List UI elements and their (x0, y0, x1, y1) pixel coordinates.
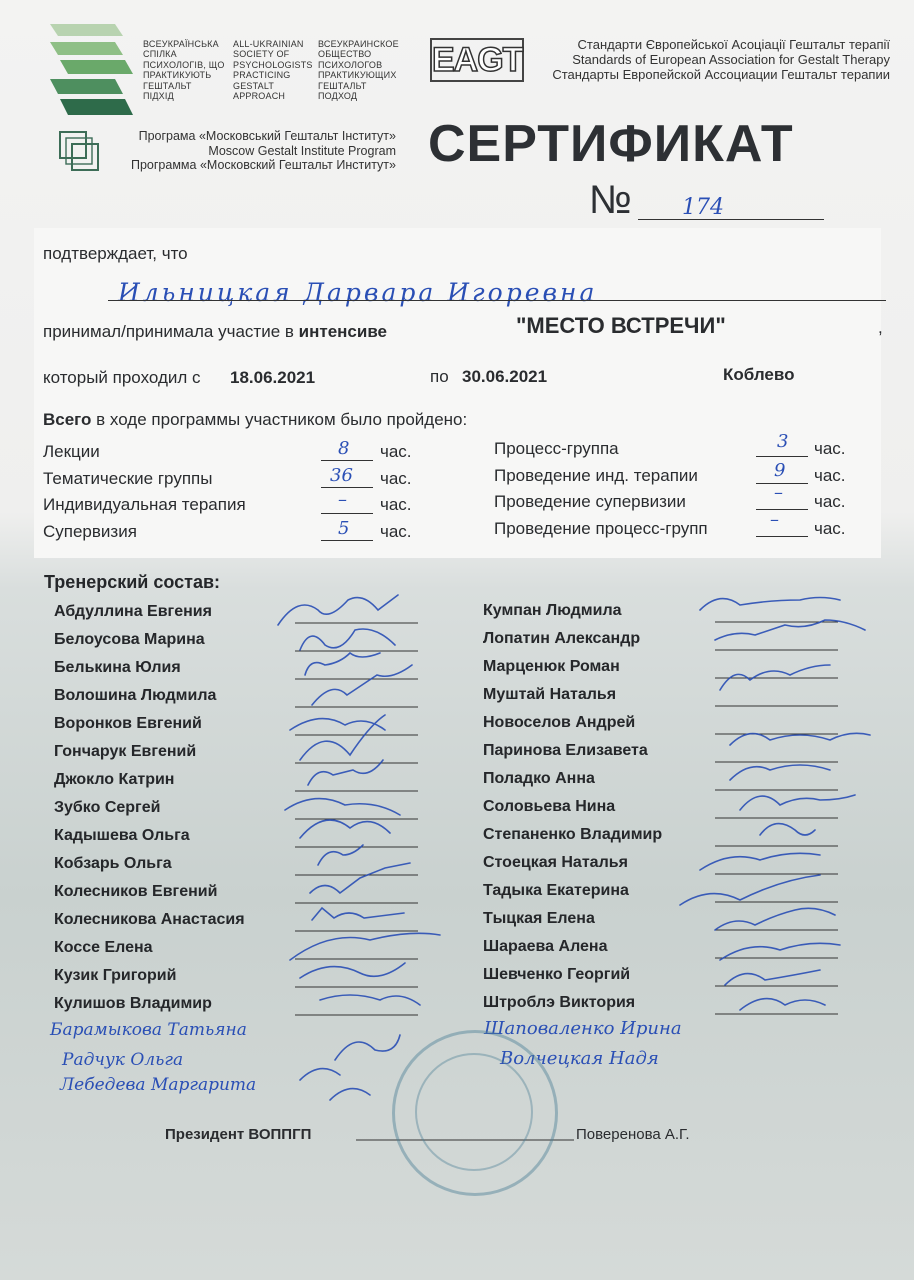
org-ru-line: ПОДХОД (318, 91, 358, 102)
hours-label: Лекции (43, 442, 100, 461)
org-en-line: PSYCHOLOGISTS (233, 59, 313, 70)
trainer-name: Тадыка Екатерина (483, 882, 629, 899)
org-ua-line: ПСИХОЛОГІВ, ЩО (143, 59, 225, 70)
trainer-name: Стоецкая Наталья (483, 854, 628, 871)
held-label: который проходил с (43, 368, 201, 387)
date-to: 30.06.2021 (462, 367, 548, 386)
org-en-line: ALL-UKRAINIAN (233, 39, 304, 49)
program-line: Moscow Gestalt Institute Program (208, 143, 396, 158)
place: Коблево (723, 365, 795, 384)
participant-name: Ильницкая Дарвара Игоревна (118, 278, 598, 307)
trainer-name: Белоусова Марина (54, 631, 205, 648)
certificate-title: СЕРТИФИКАТ (428, 115, 794, 173)
trainer-name: Степаненко Владимир (483, 826, 663, 843)
org-ua-line: ВСЕУКРАЇНСЬКА (143, 39, 219, 49)
trainer-name: Зубко Сергей (54, 799, 161, 816)
trainer-name: Марценюк Роман (483, 658, 620, 675)
org-en-line: PRACTICING (233, 70, 291, 81)
trainer-name: Коссе Елена (54, 939, 153, 956)
trainer-name: Лопатин Александр (483, 630, 641, 647)
trainer-name: Шевченко Георгий (483, 966, 631, 983)
number-sign: № (589, 178, 632, 222)
handwritten-name: Радчук Ольга (62, 1050, 184, 1070)
hours-unit: час. (814, 465, 846, 485)
hours-value: – (338, 489, 347, 510)
organization-stamp-icon (392, 1030, 558, 1196)
trainer-name: Новоселов Андрей (483, 714, 636, 731)
hours-label: Проведение инд. терапии (494, 465, 698, 485)
trainer-name: Штроблэ Виктория (483, 994, 636, 1011)
org-ua-line: ПРАКТИКУЮТЬ (143, 70, 212, 81)
handwritten-name: Шаповаленко Ирина (484, 1018, 682, 1039)
org-ru-line: ПСИХОЛОГОВ (318, 59, 383, 70)
trainer-name: Абдуллина Евгения (54, 603, 212, 620)
hours-unit: час. (814, 518, 846, 538)
org-ua-line: ПІДХІД (143, 91, 174, 102)
total-rest: в ходе программы участником было пройдено: (91, 410, 468, 429)
president-name: Поверенова А.Г. (576, 1126, 690, 1143)
trainer-name: Поладко Анна (483, 770, 595, 787)
program-line: Программа «Московский Гештальт Институт» (130, 158, 396, 172)
stamp-inner-ring (415, 1053, 533, 1171)
org-en-line: SOCIETY OF (233, 49, 290, 60)
trainer-name: Кулишов Владимир (54, 995, 212, 1012)
hours-unit: час. (380, 468, 412, 488)
confirms-label: подтверждает, что (43, 244, 188, 263)
trainer-name: Кадышева Ольга (54, 827, 190, 844)
org-ua-line: СПІЛКА (143, 49, 177, 60)
trainer-name: Волошина Людмила (54, 687, 217, 704)
trainer-name: Гончарук Евгений (54, 743, 197, 760)
to-label: по (430, 367, 449, 386)
standards-line: Standards of European Association for Gestalt Therapy (572, 52, 890, 67)
hours-unit: час. (814, 439, 846, 458)
eagt-logo: EAGT (430, 38, 524, 82)
trainer-name: Муштай Наталья (483, 686, 617, 703)
handwritten-name: Лебедева Маргарита (60, 1075, 257, 1095)
date-from: 18.06.2021 (230, 368, 316, 387)
hours-unit: час. (380, 521, 412, 541)
hours-value: 5 (338, 517, 350, 539)
handwritten-name: Волчецкая Надя (500, 1048, 659, 1069)
org-ru-line: ПРАКТИКУЮЩИХ (318, 70, 397, 81)
event-comma: , (878, 318, 883, 337)
event-name: "МЕСТО ВСТРЕЧИ" (516, 313, 726, 338)
president-label: Президент ВОППГП (165, 1126, 312, 1143)
trainer-name: Кузик Григорий (54, 967, 177, 984)
org-ua-line: ГЕШТАЛЬТ (143, 80, 192, 91)
trainer-name: Тыцкая Елена (483, 910, 595, 927)
hours-value: – (770, 508, 779, 530)
standards-line: Стандарти Європейської Асоціації Гештальт терапії (577, 37, 890, 52)
trainer-name: Шараева Алена (483, 938, 608, 955)
org-ru-line: ГЕШТАЛЬТ (318, 80, 367, 91)
trainer-name: Воронков Евгений (54, 715, 202, 732)
trainer-name: Соловьева Нина (483, 798, 616, 815)
trainer-name: Белькина Юлия (54, 659, 181, 676)
trainer-name: Колесникова Анастасия (54, 911, 245, 928)
trainers-title: Тренерский состав: (44, 572, 221, 592)
org-en-line: GESTALT (233, 80, 275, 91)
org-ru-line: ВСЕУКРАИНСКОЕ (318, 39, 399, 49)
trainer-name: Джокло Катрин (54, 771, 175, 788)
hours-label: Индивидуальная терапия (43, 495, 246, 514)
hours-value: 3 (777, 431, 789, 452)
handwritten-name: Барамыкова Татьяна (50, 1020, 247, 1040)
event-type: интенсиве (298, 322, 388, 341)
hours-label: Проведение процесс-групп (494, 518, 708, 538)
hours-unit: час. (380, 495, 412, 514)
org-en-line: APPROACH (233, 91, 286, 102)
standards-line: Стандарты Европейской Ассоциации Гештальт терапии (552, 67, 890, 82)
hours-value: 9 (774, 459, 786, 481)
participated-text: принимал/принимала участие в (43, 322, 294, 341)
trainer-name: Кобзарь Ольга (54, 855, 172, 872)
org-ru-line: ОБЩЕСТВО (318, 49, 372, 60)
hours-value: – (774, 482, 783, 503)
program-line: Програма «Московський Гештальт Інститут» (138, 129, 396, 143)
hours-label: Проведение супервизии (494, 492, 686, 511)
trainer-name: Кумпан Людмила (483, 602, 622, 619)
hours-unit: час. (380, 442, 412, 461)
certificate-number: 174 (682, 195, 724, 220)
hours-unit: час. (814, 492, 846, 511)
hours-label: Супервизия (43, 521, 137, 541)
hours-label: Процесс-группа (494, 439, 619, 458)
total-bold: Всего (43, 410, 92, 429)
trainer-name: Колесников Евгений (54, 883, 218, 900)
trainer-name: Паринова Елизавета (483, 742, 648, 759)
hours-value: 8 (338, 438, 350, 459)
hours-label: Тематические группы (43, 468, 213, 488)
hours-value: 36 (330, 464, 353, 486)
